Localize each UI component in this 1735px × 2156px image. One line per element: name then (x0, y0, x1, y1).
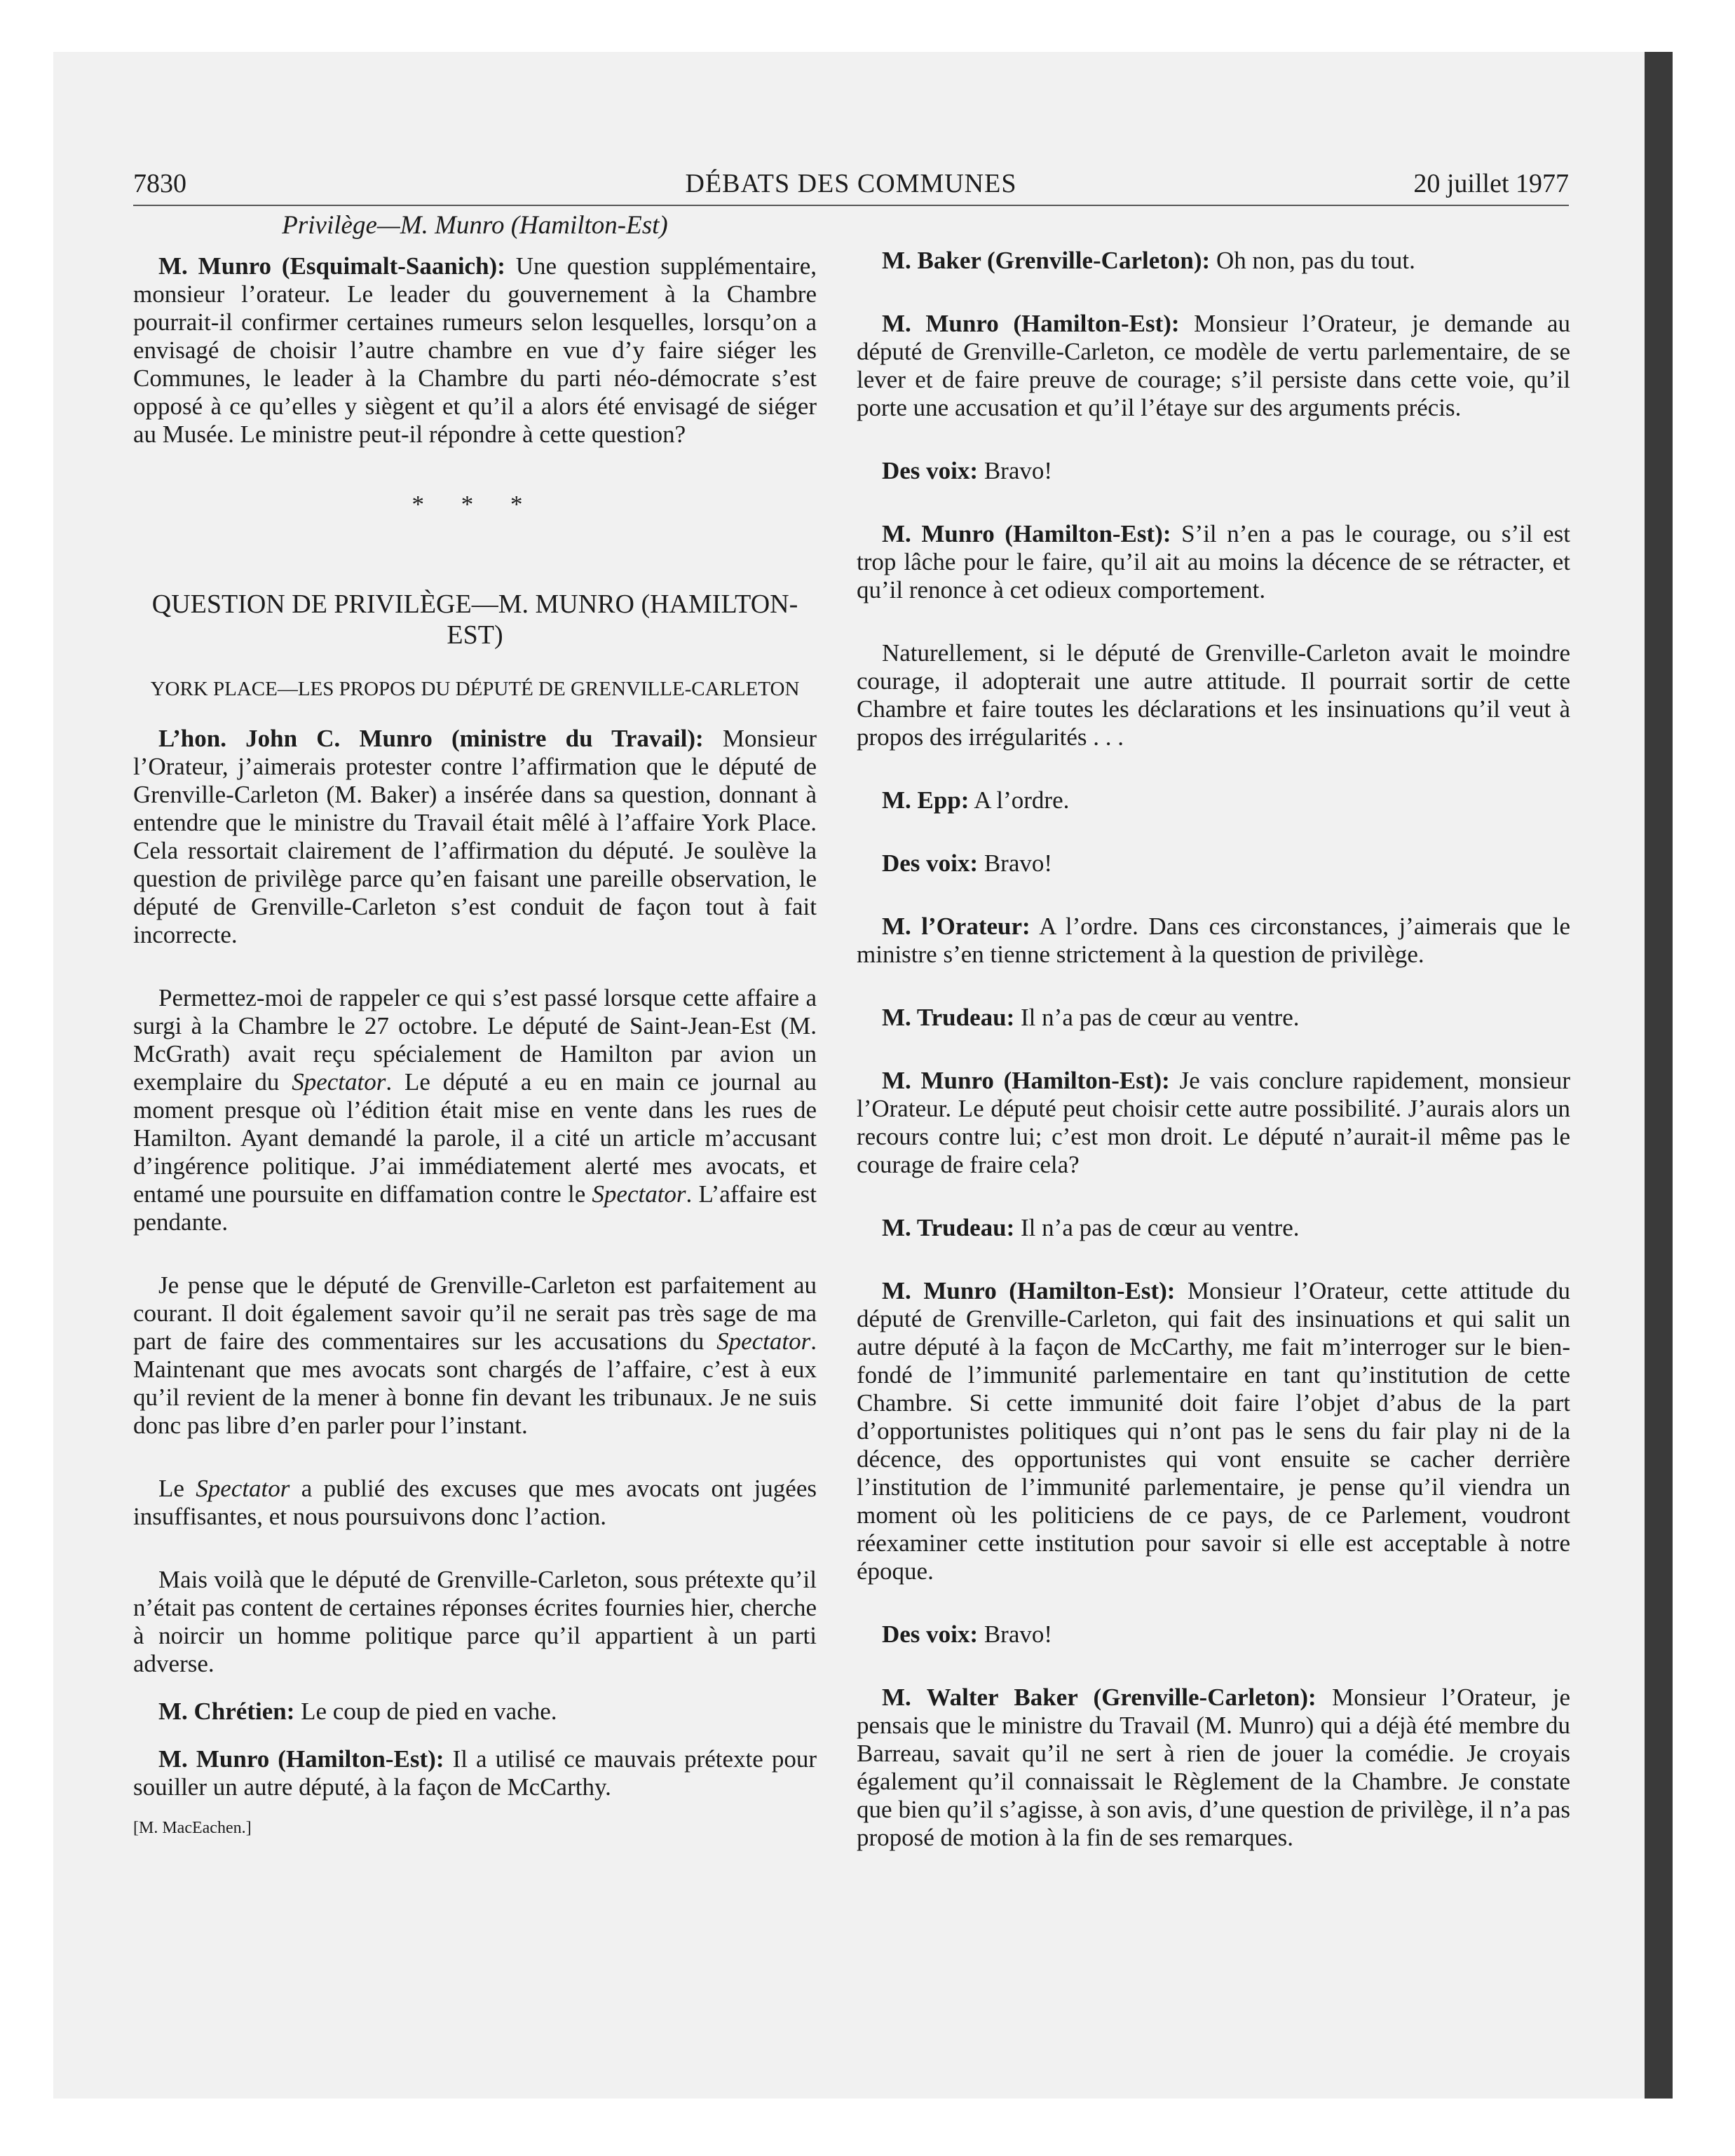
paragraph (857, 520, 1570, 604)
speech-text: Bravo! (984, 457, 1053, 484)
left-column (133, 212, 817, 1859)
section-heading: QUESTION DE PRIVILÈGE—M. MUNRO (HAMILTON-EST) (151, 589, 798, 650)
paragraph (857, 247, 1570, 275)
speaker-name: M. Epp: (882, 786, 969, 814)
speaker-name: M. Trudeau: (882, 1214, 1015, 1241)
speech-text: Une question supplémentaire, monsieur l’orateur. Le leader du gouvernement à la Chambre pourrait-il confirmer certaines rumeurs selon lesquelles, lorsqu’on a envisagé de choisir l’autre chambre en vue d’y faire siéger les Communes, le leader à la Chambre du parti néo-démocrate s’est opposé à ce qu’elles y siègent et qu’il a alors été envisagé de siéger au Musée. Le ministre peut-il répondre à cette question? (133, 252, 817, 448)
speech-text: Le coup de pied en vache. (301, 1698, 557, 1725)
speech-text: Il n’a pas de cœur au ventre. (1021, 1214, 1300, 1241)
speech-text: Je vais conclure rapidement, monsieur l’Orateur. Le député peut choisir cette autre possibilité. J’aurais alors un recours contre lui; c’est mon droit. Le député n’aurait-il même pas le courage de fraire cela? (857, 1067, 1571, 1178)
paragraph (857, 913, 1570, 969)
speech-text: Monsieur l’Orateur, je pensais que le ministre du Travail (M. Munro) qui a déjà été membre du Barreau, savait qu’il ne sert à rien de jouer la comédie. Je croyais également qu’il connaissait le Règlement de la Chambre. Je constate que bien qu’il s’agisse, à son avis, d’une question de privilège, il n’a pas proposé de motion à la fin de ses remarques. (857, 1684, 1570, 1851)
section-separator: * * * (411, 491, 538, 518)
speaker-name: M. Munro (Hamilton-Est): (882, 1277, 1176, 1304)
speech-text: Bravo! (984, 850, 1053, 877)
paragraph (857, 1621, 1570, 1649)
newspaper-name: Spectator (592, 1180, 686, 1208)
speech-text: Monsieur l’Orateur, cette attitude du député de Grenville-Carleton, qui fait des insinuations et qui salit un autre député à la façon de McCarthy, me fait m’interroger sur le bien-fondé de l’immunité parlementaire en tant qu’institution de cette Chambre. Si cette immunité doit faire l’objet d’abus de la part d’opportunistes politiques qui n’ont pas le sens du fair play ni de la décence, des opportunistes qui vont ensuite se cacher derrière l’institution de l’immunité parlementaire, je pense qu’il viendra un moment où les politiciens de ce pays, de ce Parlement, voudront réexaminer cette institution pour savoir si elle est acceptable à notre époque. (857, 1277, 1571, 1585)
speaker-name: Des voix: (882, 850, 979, 877)
paragraph: Naturellement, si le député de Grenville-Carleton avait le moindre courage, il adopterait une autre attitude. Il pourrait sortir de cette Chambre et faire toutes les déclarations et les insinuations qu’il veut à propos des irrégularités . . . (857, 639, 1570, 751)
paragraph (857, 457, 1570, 485)
speech-text: A l’ordre. Dans ces circonstances, j’aimerais que le ministre s’en tienne strictement à la question de privilège. (857, 913, 1570, 968)
paragraph (133, 1475, 817, 1531)
newspaper-name: Spectator (716, 1328, 811, 1355)
paragraph (857, 1277, 1570, 1585)
speech-text: Le (158, 1475, 196, 1502)
speaker-name: M. Chrétien: (158, 1698, 295, 1725)
paragraph (857, 1004, 1570, 1032)
speech-text: Monsieur l’Orateur, je demande au député de Grenville-Carleton, ce modèle de vertu parlementaire, de se lever et de faire preuve de courage; s’il persiste dans cette voie, qu’il porte une accusation et qu’il l’étaye sur des arguments précis. (857, 310, 1570, 421)
speech-text: . Maintenant que mes avocats sont chargés de l’affaire, c’est à eux qu’il revient de la mener à bonne fin devant les tribunaux. Je ne suis donc pas libre d’en parler pour l’instant. (133, 1328, 817, 1439)
speech-text: . Le député a eu en main ce journal au moment presque où l’édition était mise en vente dans les rues de Hamilton. Ayant demandé la parole, il a cité un article m’accusant d’ingérence politique. J’ai immédiatement alerté mes avocats, et entamé une poursuite en diffamation contre le (133, 1068, 817, 1208)
speaker-name: M. Trudeau: (882, 1004, 1015, 1031)
speaker-name: L’hon. John C. Munro (ministre du Travail): (158, 725, 704, 752)
speaker-name: M. Munro (Hamilton-Est): (882, 1067, 1170, 1094)
speaker-name: M. Baker (Grenville-Carleton): (882, 247, 1211, 274)
speech-text: Je pense que le député de Grenville-Carleton est parfaitement au courant. Il doit également savoir qu’il ne serait pas très sage de ma part de faire des commentaires sur les accusations du (133, 1271, 817, 1355)
paragraph (857, 1214, 1570, 1242)
speech-text: Monsieur l’Orateur, j’aimerais protester contre l’affirmation que le député de Grenville-Carleton (M. Baker) a insérée dans sa question, donnant à entendre que le ministre du Travail était mêlé à l’affaire York Place. Cela ressortait clairement de l’affirmation du député. Je soulève la question de privilège parce qu’en faisant une pareille observation, le député de Grenville-Carleton s’est conduit de façon tout à fait incorrecte. (133, 725, 817, 948)
speech-text: S’il n’en a pas le courage, ou s’il est trop lâche pour le faire, qu’il ait au moins la décence de se rétracter, et qu’il renonce à cet odieux comportement. (857, 520, 1571, 603)
paragraph (133, 252, 817, 449)
paragraph (133, 1745, 817, 1801)
paragraph (133, 984, 817, 1236)
speaker-name: M. Munro (Esquimalt-Saanich): (158, 252, 505, 280)
speaker-name: M. Munro (Hamilton-Est): (882, 520, 1171, 547)
footnote: [M. MacEachen.] (133, 1819, 252, 1837)
running-head: Privilège—M. Munro (Hamilton-Est) (282, 211, 668, 240)
section-subheading: YORK PLACE—LES PROPOS DU DÉPUTÉ DE GRENVILLE-CARLETON (150, 678, 800, 700)
speech-text: Oh non, pas du tout. (1216, 247, 1415, 274)
speech-text: Il n’a pas de cœur au ventre. (1021, 1004, 1300, 1031)
speech-text: Il a utilisé ce mauvais prétexte pour souiller un autre député, à la façon de McCarthy. (133, 1745, 817, 1801)
right-column (857, 247, 1570, 1852)
speaker-name: M. Munro (Hamilton-Est): (882, 310, 1180, 337)
speaker-name: M. l’Orateur: (882, 913, 1030, 940)
speech-text: Bravo! (984, 1621, 1053, 1648)
speaker-name: Des voix: (882, 457, 979, 484)
page-header (133, 160, 1569, 206)
newspaper-name: Spectator (196, 1475, 290, 1502)
publication-title: DÉBATS DES COMMUNES (685, 169, 1017, 198)
speech-text: . L’affaire est pendante. (133, 1180, 817, 1236)
publication-date: 20 juillet 1977 (1413, 169, 1569, 198)
speaker-name: M. Walter Baker (Grenville-Carleton): (882, 1684, 1316, 1711)
paragraph: Mais voilà que le député de Grenville-Carleton, sous prétexte qu’il n’était pas content de certaines réponses écrites fournies hier, cherche à noircir un homme politique parce qu’il appartient à un parti adverse. (133, 1566, 817, 1677)
speaker-name: Des voix: (882, 1621, 979, 1648)
speech-text: A l’ordre. (974, 786, 1070, 814)
paragraph (857, 1067, 1570, 1179)
speaker-name: M. Munro (Hamilton-Est): (158, 1745, 444, 1773)
page-number: 7830 (133, 169, 186, 198)
speech-text: Permettez-moi de rappeler ce qui s’est passé lorsque cette affaire a surgi à la Chambre le 27 octobre. Le député de Saint-Jean-Est (M. McGrath) avait reçu spécialement de Hamilton par avion un exemplaire du (133, 984, 817, 1096)
paragraph (133, 1698, 817, 1726)
paragraph (133, 725, 817, 949)
paragraph (857, 786, 1570, 814)
paragraph (857, 1684, 1570, 1852)
speech-text: a publié des excuses que mes avocats ont jugées insuffisantes, et nous poursuivons donc l’action. (133, 1475, 817, 1530)
paragraph (857, 310, 1570, 422)
newspaper-name: Spectator (292, 1068, 386, 1096)
paragraph (857, 850, 1570, 878)
paragraph (133, 1271, 817, 1440)
scan-edge-bar (1645, 52, 1673, 2099)
